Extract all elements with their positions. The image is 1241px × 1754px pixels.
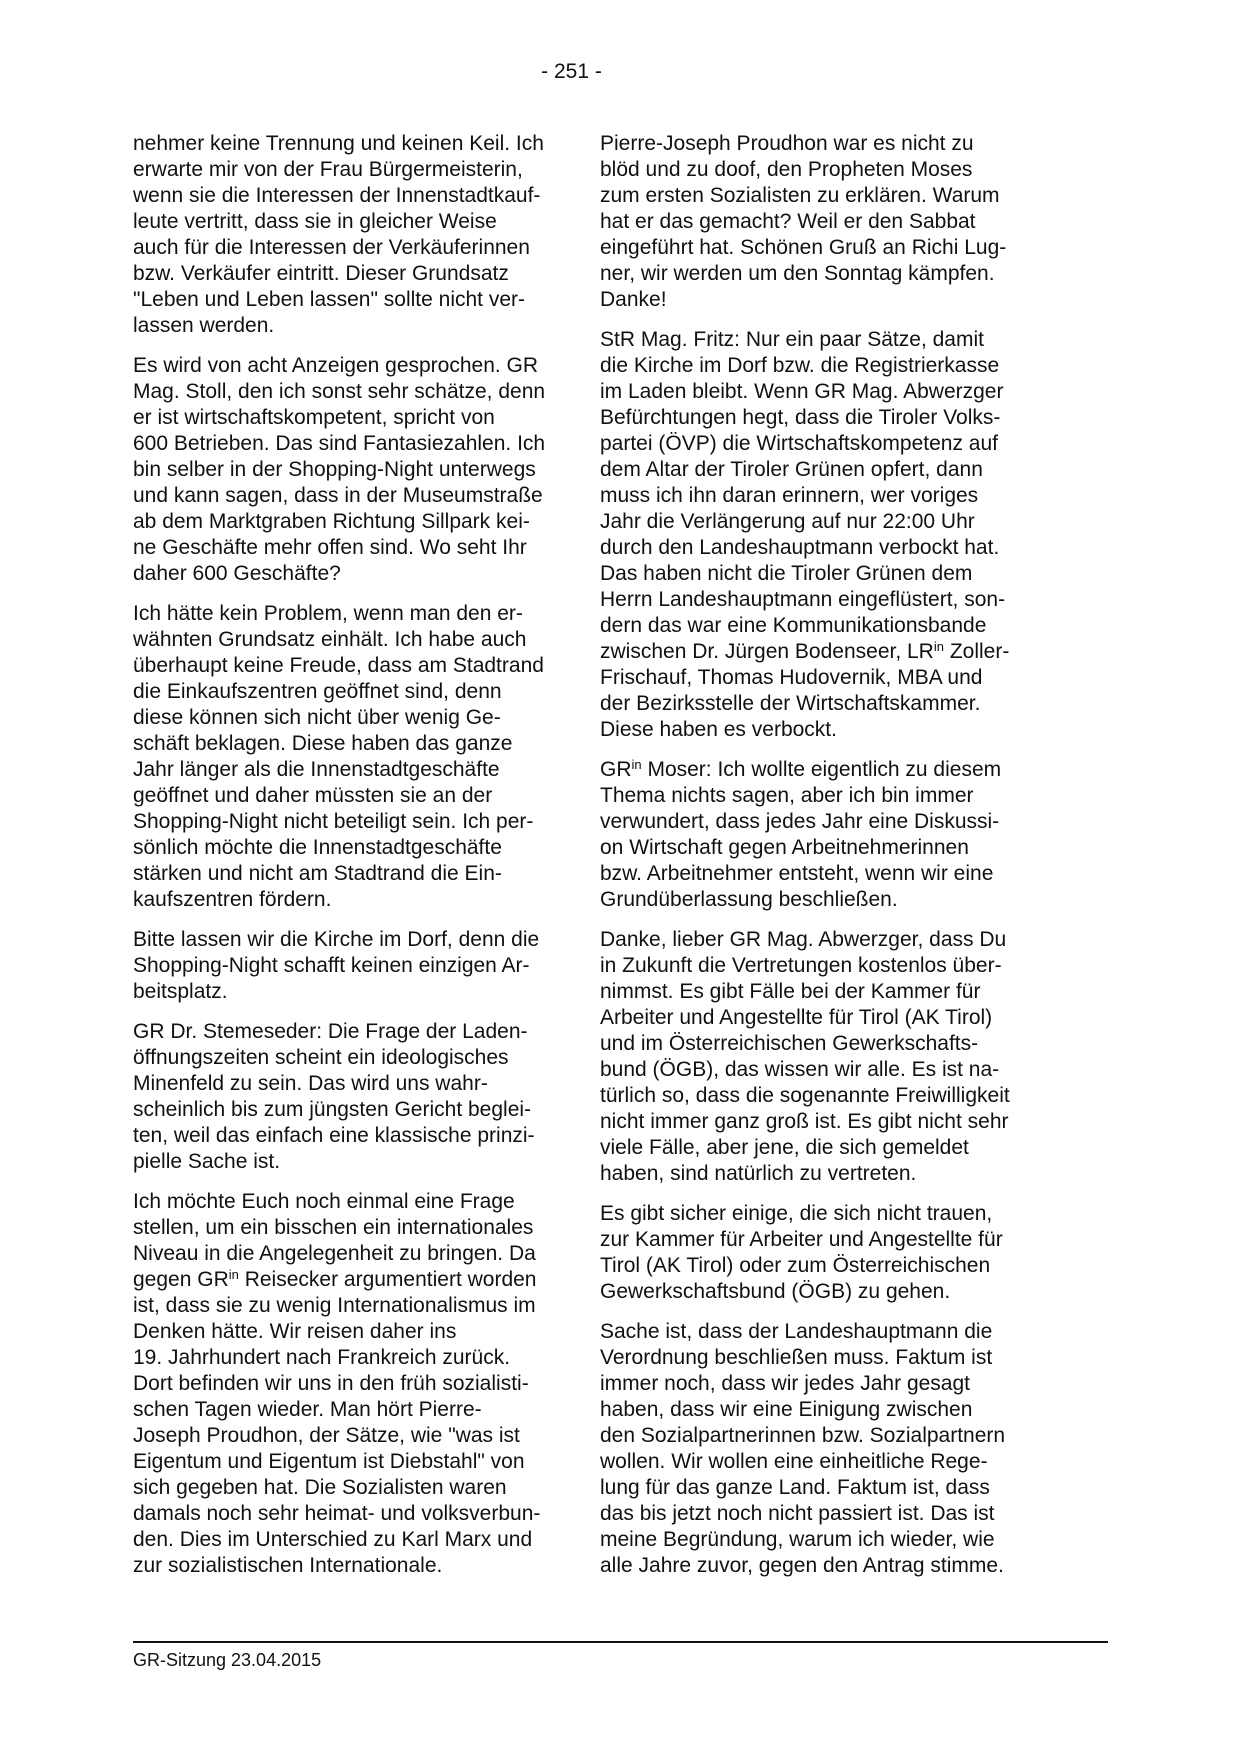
paragraph <box>133 1189 560 1579</box>
text-line: pielle Sache ist. <box>133 1150 281 1173</box>
footer-text: GR-Sitzung 23.04.2015 <box>133 1650 322 1670</box>
text-line: zur sozialistischen Internationale. <box>133 1554 443 1577</box>
text-line: geöffnet und daher müssten sie an der <box>133 784 493 807</box>
text-line: Joseph Proudhon, der Sätze, wie "was ist <box>133 1424 520 1447</box>
page-number: - 251 - <box>541 60 602 83</box>
text-line: Pierre-Joseph Proudhon war es nicht zu <box>600 132 974 155</box>
text-line: Eigentum und Eigentum ist Diebstahl" von <box>133 1450 525 1473</box>
text-line: muss ich ihn daran erinnern, wer voriges <box>600 484 979 507</box>
text-line: Minenfeld zu sein. Das wird uns wahr- <box>133 1072 488 1095</box>
paragraph <box>600 1201 1010 1305</box>
text-line: partei (ÖVP) die Wirtschaftskompetenz auf <box>600 432 998 455</box>
text-line: ist, dass sie zu wenig Internationalismus im <box>133 1294 536 1317</box>
text-line: schäft beklagen. Diese haben das ganze <box>133 732 513 755</box>
text-line: lung für das ganze Land. Faktum ist, dass <box>600 1476 990 1499</box>
text-line: kaufszentren fördern. <box>133 888 332 911</box>
text-line: schen Tagen wieder. Man hört Pierre- <box>133 1398 482 1421</box>
text-line: StR Mag. Fritz: Nur ein paar Sätze, damit <box>600 328 984 351</box>
text-line: überhaupt keine Freude, dass am Stadtrand <box>133 654 544 677</box>
text-line: bin selber in der Shopping-Night unterwegs <box>133 458 536 481</box>
text-line: nimmst. Es gibt Fälle bei der Kammer für <box>600 980 981 1003</box>
text-line: Shopping-Night nicht beteiligt sein. Ich per- <box>133 810 534 833</box>
text-line: türlich so, dass die sogenannte Freiwilligkeit <box>600 1084 1010 1107</box>
text-line: immer noch, dass wir jedes Jahr gesagt <box>600 1372 970 1395</box>
text-line: 600 Betrieben. Das sind Fantasiezahlen. Ich <box>133 432 546 455</box>
text-line: stellen, um ein bisschen ein internationales <box>133 1216 534 1239</box>
right-column <box>600 131 1010 1593</box>
text-line: den. Dies im Unterschied zu Karl Marx und <box>133 1528 533 1551</box>
text-line: er ist wirtschaftskompetent, spricht von <box>133 406 495 429</box>
text-line: "Leben und Leben lassen" sollte nicht ver- <box>133 288 525 311</box>
text-line: eingeführt hat. Schönen Gruß an Richi Lug- <box>600 236 1007 259</box>
text-line: zwischen Dr. Jürgen Bodenseer, $LR^{in}$ Zoller- <box>600 639 1010 663</box>
text-line: Sache ist, dass der Landeshauptmann die <box>600 1320 993 1343</box>
text-line: Gewerkschaftsbund (ÖGB) zu gehen. <box>600 1280 951 1303</box>
text-line: $GR^{in}$ Moser: Ich wollte eigentlich zu diesem <box>600 757 1002 781</box>
text-line: Danke! <box>600 288 667 311</box>
footer-divider <box>133 1641 1108 1643</box>
superscript-suffix: in <box>933 639 944 654</box>
superscript-suffix: in <box>631 757 642 772</box>
superscript-suffix: in <box>228 1267 239 1282</box>
text-line: Dort befinden wir uns in den früh sozialisti- <box>133 1372 529 1395</box>
text-line: damals noch sehr heimat- und volksverbun- <box>133 1502 541 1525</box>
text-line: Jahr die Verlängerung auf nur 22:00 Uhr <box>600 510 975 533</box>
text-line: alle Jahre zuvor, gegen den Antrag stimme. <box>600 1554 1004 1577</box>
left-column <box>133 131 560 1593</box>
text-line: diese können sich nicht über wenig Ge- <box>133 706 501 729</box>
text-line: wenn sie die Interessen der Innenstadtkauf- <box>133 184 541 207</box>
text-line: GR Dr. Stemeseder: Die Frage der Laden- <box>133 1020 528 1043</box>
text-line: Das haben nicht die Tiroler Grünen dem <box>600 562 973 585</box>
text-line: Ich hätte kein Problem, wenn man den er- <box>133 602 523 625</box>
text-line: haben, dass wir eine Einigung zwischen <box>600 1398 973 1421</box>
paragraph <box>133 601 560 913</box>
paragraph <box>600 757 1010 913</box>
text-line: haben, sind natürlich zu vertreten. <box>600 1162 917 1185</box>
text-line: Jahr länger als die Innenstadtgeschäfte <box>133 758 500 781</box>
text-line: zum ersten Sozialisten zu erklären. Warum <box>600 184 1000 207</box>
text-line: durch den Landeshauptmann verbockt hat. <box>600 536 1000 559</box>
text-line: Niveau in die Angelegenheit zu bringen. Da <box>133 1242 536 1265</box>
text-line: daher 600 Geschäfte? <box>133 562 341 585</box>
text-line: dem Altar der Tiroler Grünen opfert, dann <box>600 458 983 481</box>
text-line: blöd und zu doof, den Propheten Moses <box>600 158 973 181</box>
text-line: ten, weil das einfach eine klassische prinzi- <box>133 1124 535 1147</box>
paragraph <box>600 927 1010 1187</box>
text-line: dern das war eine Kommunikationsbande <box>600 614 987 637</box>
text-line: gegen $GR^{in}$ Reisecker argumentiert worden <box>133 1267 537 1291</box>
text-line: Diese haben es verbockt. <box>600 718 837 741</box>
paragraph <box>133 353 560 587</box>
text-line: meine Begründung, warum ich wieder, wie <box>600 1528 995 1551</box>
paragraph <box>133 131 560 339</box>
paragraph <box>600 1319 1010 1579</box>
text-line: Herrn Landeshauptmann eingeflüstert, son- <box>600 588 1006 611</box>
text-line: scheinlich bis zum jüngsten Gericht beglei- <box>133 1098 532 1121</box>
text-line: auch für die Interessen der Verkäuferinnen <box>133 236 530 259</box>
text-line: Thema nichts sagen, aber ich bin immer <box>600 784 974 807</box>
text-line: Grundüberlassung beschließen. <box>600 888 898 911</box>
text-line: verwundert, dass jedes Jahr eine Diskussi- <box>600 810 1000 833</box>
text-line: leute vertritt, dass sie in gleicher Weise <box>133 210 497 233</box>
text-line: nicht immer ganz groß ist. Es gibt nicht sehr <box>600 1110 1009 1133</box>
text-line: beitsplatz. <box>133 980 228 1003</box>
text-line: ner, wir werden um den Sonntag kämpfen. <box>600 262 995 285</box>
text-line: bund (ÖGB), das wissen wir alle. Es ist na- <box>600 1058 1000 1081</box>
text-line: und kann sagen, dass in der Museumstraße <box>133 484 543 507</box>
text-line: Verordnung beschließen muss. Faktum ist <box>600 1346 993 1369</box>
text-line: die Kirche im Dorf bzw. die Registrierkasse <box>600 354 1000 377</box>
text-line: und im Österreichischen Gewerkschafts- <box>600 1032 979 1055</box>
text-line: Es gibt sicher einige, die sich nicht trauen, <box>600 1202 993 1225</box>
text-line: erwarte mir von der Frau Bürgermeisterin, <box>133 158 523 181</box>
text-line: ne Geschäfte mehr offen sind. Wo seht Ihr <box>133 536 527 559</box>
text-line: den Sozialpartnerinnen bzw. Sozialpartnern <box>600 1424 1006 1447</box>
text-line: ab dem Marktgraben Richtung Sillpark kei- <box>133 510 530 533</box>
text-line: Bitte lassen wir die Kirche im Dorf, denn die <box>133 928 540 951</box>
text-line: sönlich möchte die Innenstadtgeschäfte <box>133 836 502 859</box>
text-line: Es wird von acht Anzeigen gesprochen. GR <box>133 354 539 377</box>
text-line: hat er das gemacht? Weil er den Sabbat <box>600 210 976 233</box>
text-line: nehmer keine Trennung und keinen Keil. Ich <box>133 132 544 155</box>
text-line: die Einkaufszentren geöffnet sind, denn <box>133 680 502 703</box>
text-line: im Laden bleibt. Wenn GR Mag. Abwerzger <box>600 380 1004 403</box>
text-line: viele Fälle, aber jene, die sich gemeldet <box>600 1136 969 1159</box>
text-line: Ich möchte Euch noch einmal eine Frage <box>133 1190 515 1213</box>
paragraph <box>600 327 1010 743</box>
text-line: das bis jetzt noch nicht passiert ist. Das ist <box>600 1502 995 1525</box>
text-line: Shopping-Night schafft keinen einzigen Ar- <box>133 954 530 977</box>
text-columns <box>133 131 1010 1593</box>
paragraph <box>133 927 560 1005</box>
text-line: zur Kammer für Arbeiter und Angestellte für <box>600 1228 1003 1251</box>
text-line: sich gegeben hat. Die Sozialisten waren <box>133 1476 507 1499</box>
text-line: Befürchtungen hegt, dass die Tiroler Volks- <box>600 406 1001 429</box>
text-line: bzw. Arbeitnehmer entsteht, wenn wir eine <box>600 862 994 885</box>
text-line: Danke, lieber GR Mag. Abwerzger, dass Du <box>600 928 1007 951</box>
text-line: on Wirtschaft gegen Arbeitnehmerinnen <box>600 836 969 859</box>
text-line: der Bezirksstelle der Wirtschaftskammer. <box>600 692 981 715</box>
text-line: lassen werden. <box>133 314 275 337</box>
text-line: Denken hätte. Wir reisen daher ins <box>133 1320 457 1343</box>
text-line: Tirol (AK Tirol) oder zum Österreichischen <box>600 1254 991 1277</box>
text-line: öffnungszeiten scheint ein ideologisches <box>133 1046 509 1069</box>
text-line: Mag. Stoll, den ich sonst sehr schätze, denn <box>133 380 546 403</box>
text-line: in Zukunft die Vertretungen kostenlos über- <box>600 954 1002 977</box>
text-line: wollen. Wir wollen eine einheitliche Rege- <box>600 1450 988 1473</box>
text-line: stärken und nicht am Stadtrand die Ein- <box>133 862 502 885</box>
paragraph <box>600 131 1010 313</box>
text-line: Frischauf, Thomas Hudovernik, MBA und <box>600 666 983 689</box>
text-line: 19. Jahrhundert nach Frankreich zurück. <box>133 1346 511 1369</box>
text-line: wähnten Grundsatz einhält. Ich habe auch <box>133 628 527 651</box>
text-line: Arbeiter und Angestellte für Tirol (AK Tirol) <box>600 1006 993 1029</box>
paragraph <box>133 1019 560 1175</box>
text-line: bzw. Verkäufer eintritt. Dieser Grundsatz <box>133 262 509 285</box>
